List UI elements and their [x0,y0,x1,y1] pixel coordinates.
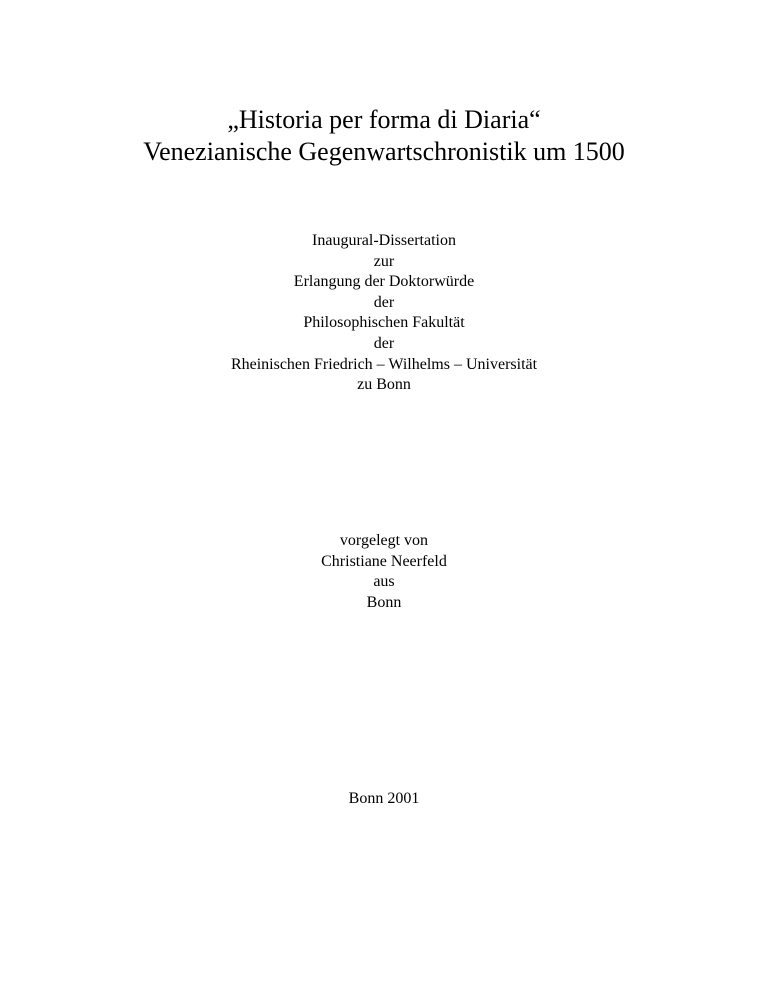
dissertation-line: zur [373,252,395,270]
author-origin: Bonn [366,593,402,611]
author-info [0,531,768,613]
place-and-year [0,789,768,809]
dissertation-statement [0,231,768,396]
dissertation-line: der [373,293,395,311]
dissertation-line: Erlangung der Doktorwürde [293,273,475,291]
title-line-2: Venezianische Gegenwartschronistik um 1500 [143,137,625,166]
dissertation-line: Philosophischen Fakultät [303,314,465,332]
dissertation-line: Inaugural-Dissertation [312,232,456,249]
document-title [0,104,768,168]
dissertation-line: Rheinischen Friedrich – Wilhelms – Universität [230,355,538,373]
author-line: vorgelegt von [339,532,429,549]
place-year-text: Bonn 2001 [348,790,420,807]
dissertation-line: der [373,334,395,352]
author-name: Christiane Neerfeld [321,552,447,570]
dissertation-line: zu Bonn [357,376,411,394]
author-line: aus [373,573,395,591]
title-line-1: „Historia per forma di Diaria“ [227,105,541,134]
